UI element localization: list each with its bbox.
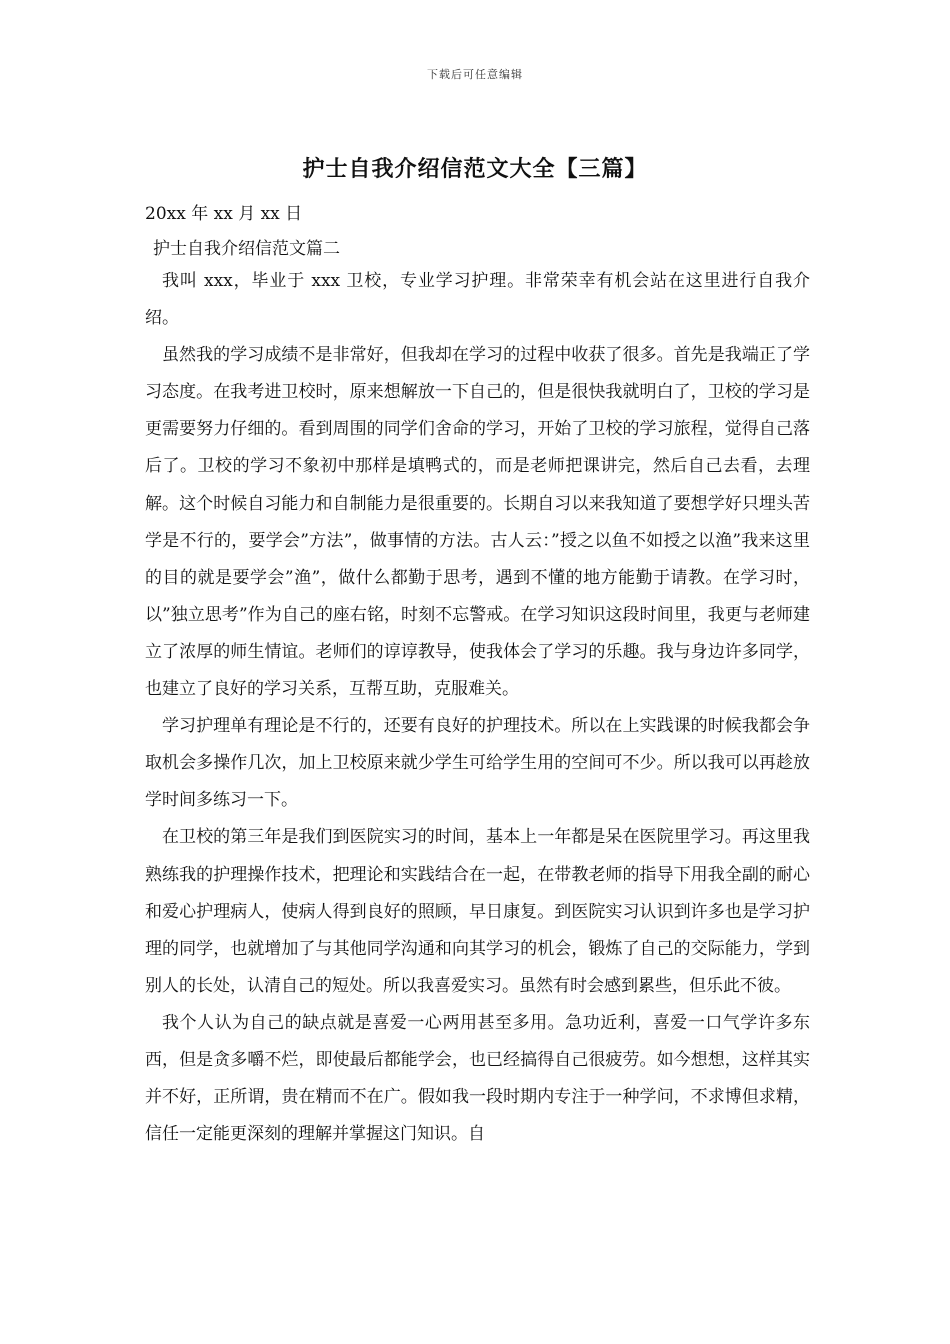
document-date: 20xx 年 xx 月 xx 日 (145, 204, 303, 224)
paragraph: 我个人认为自己的缺点就是喜爱一心两用甚至多用。急功近利，喜爱一口气学许多东西，但是贪多嚼不烂，即使最后都能学会，也已经搞得自己很疲劳。如今想想，这样其实并不好，正所谓，贵在精而不在广。假如我一段时期内专注于一种学问，不求博但求精，信任一定能更深刻的理解并掌握这门知识。自 (145, 1012, 810, 1145)
paragraph: 我叫 xxx，毕业于 xxx 卫校，专业学习护理。非常荣幸有机会站在这里进行自我介绍。 (145, 271, 810, 329)
page-header: 下载后可任意编辑 (427, 68, 523, 81)
paragraph: 在卫校的第三年是我们到医院实习的时间，基本上一年都是呆在医院里学习。再这里我熟练我的护理操作技术，把理论和实践结合在一起，在带教老师的指导下用我全副的耐心和爱心护理病人，使病人得到良好的照顾，早日康复。到医院实习认识到许多也是学习护理的同学，也就增加了与其他同学沟通和向其学习的机会，锻炼了自己的交际能力，学到别人的长处，认清自己的短处。所以我喜爱实习。虽然有时会感到累些，但乐此不彼。 (145, 827, 810, 996)
document-subtitle: 护士自我介绍信范文篇二 (153, 239, 340, 259)
paragraph: 学习护理单有理论是不行的，还要有良好的护理技术。所以在上实践课的时候我都会争取机会多操作几次，加上卫校原来就少学生可给学生用的空间可不少。所以我可以再趁放学时间多练习一下。 (145, 716, 810, 811)
paragraph: 虽然我的学习成绩不是非常好，但我却在学习的过程中收获了很多。首先是我端正了学习态度。在我考进卫校时，原来想解放一下自己的，但是很快我就明白了，卫校的学习是更需要努力仔细的。看到周围的同学们舍命的学习，开始了卫校的学习旅程，觉得自己落后了。卫校的学习不象初中那样是填鸭式的，而是老师把课讲完，然后自己去看，去理解。这个时候自习能力和自制能力是很重要的。长期自习以来我知道了要想学好只埋头苦学是不行的，要学会”方法”，做事情的方法。古人云：”授之以鱼不如授之以渔”我来这里的目的就是要学会”渔”，做什么都勤于思考，遇到不懂的地方能勤于请教。在学习时，以”独立思考”作为自己的座右铭，时刻不忘警戒。在学习知识这段时间里，我更与老师建立了浓厚的师生情谊。老师们的谆谆教导，使我体会了学习的乐趣。我与身边许多同学，也建立了良好的学习关系，互帮互助，克服难关。 (145, 345, 810, 700)
document-title: 护士自我介绍信范文大全【三篇】 (302, 156, 648, 182)
document-body (145, 263, 810, 1153)
